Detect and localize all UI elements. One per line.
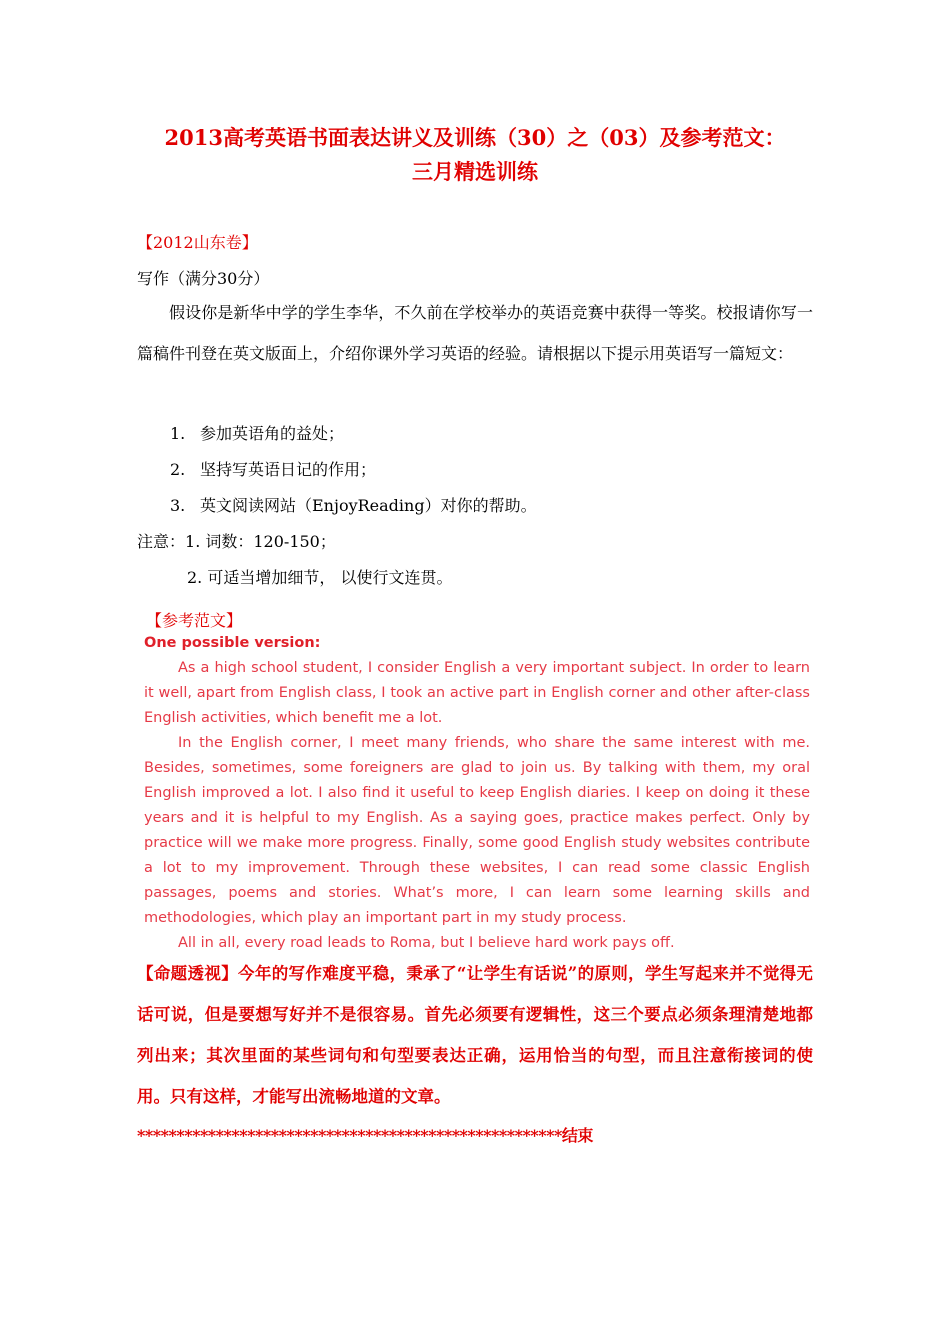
sample-heading: 【参考范文】 — [146, 611, 243, 630]
essay-paragraph-1: As a high school student, I consider English a very important subject. In order to learn it well, apart from English class, I took an active part in English corner and other after-class English activities, which benefit me a lot. — [144, 660, 810, 726]
point-number: 3. — [170, 496, 186, 515]
notes-item-1: 1. 词数：120-150； — [185, 532, 336, 551]
notes-line-1 — [137, 529, 336, 552]
notes-item-2: 2. 可适当增加细节， 以使行文连贯。 — [187, 568, 453, 587]
point-text: 坚持写英语日记的作用； — [200, 460, 377, 479]
exam-source-label: 【2012山东卷】 — [137, 233, 258, 252]
sample-essay — [144, 631, 810, 956]
analysis-paragraph: 【命题透视】今年的写作难度平稳，秉承了“让学生有话说”的原则，学生写起来并不觉得无话可说，但是要想写好并不是很容易。首先必须要有逻辑性，这三个要点必须条理清楚地都列出来；其次里面的某些词句和句型要表达正确，运用恰当的句型，而且注意衔接词的使用。只有这样，才能写出流畅地道的文章。 — [137, 964, 813, 1106]
version-label: One possible version: — [144, 635, 321, 651]
document-title-line2: 三月精选训练 — [412, 159, 538, 184]
notes-label: 注意： — [137, 532, 186, 551]
end-marker: ******************************************************结束 — [137, 1126, 593, 1145]
document-title-line1: 2013高考英语书面表达讲义及训练（30）之（03）及参考范文： — [164, 125, 786, 150]
point-item-2 — [170, 457, 376, 480]
essay-paragraph-3: All in all, every road leads to Roma, but I believe hard work pays off. — [178, 935, 675, 951]
point-text: 参加英语角的益处； — [200, 424, 345, 443]
essay-paragraph-2: In the English corner, I meet many friends, who share the same interest with me. Besides, sometimes, some foreigners are glad to join us. By talking with them, my oral English improved a lot. I also find it useful to keep English diaries. I keep on doing it these years and it is helpful to my English. As a saying goes, practice makes perfect. Only by practice will we make more progress. Finally, some good English study websites contribute a lot to my improvement. Through these websites, I can read some classic English passages, poems and stories. What’s more, I can learn some learning skills and methodologies, which play an important part in my study process. — [144, 735, 810, 926]
point-text: 英文阅读网站（EnjoyReading）对你的帮助。 — [200, 496, 537, 515]
point-number: 2. — [170, 460, 186, 479]
task-title: 写作（满分30分） — [137, 269, 270, 288]
point-number: 1. — [170, 424, 186, 443]
point-item-3 — [170, 493, 537, 516]
point-item-1 — [170, 421, 344, 444]
writing-prompt: 假设你是新华中学的学生李华，不久前在学校举办的英语竞赛中获得一等奖。校报请你写一篇稿件刊登在英文版面上，介绍你课外学习英语的经验。请根据以下提示用英语写一篇短文： — [137, 303, 813, 363]
